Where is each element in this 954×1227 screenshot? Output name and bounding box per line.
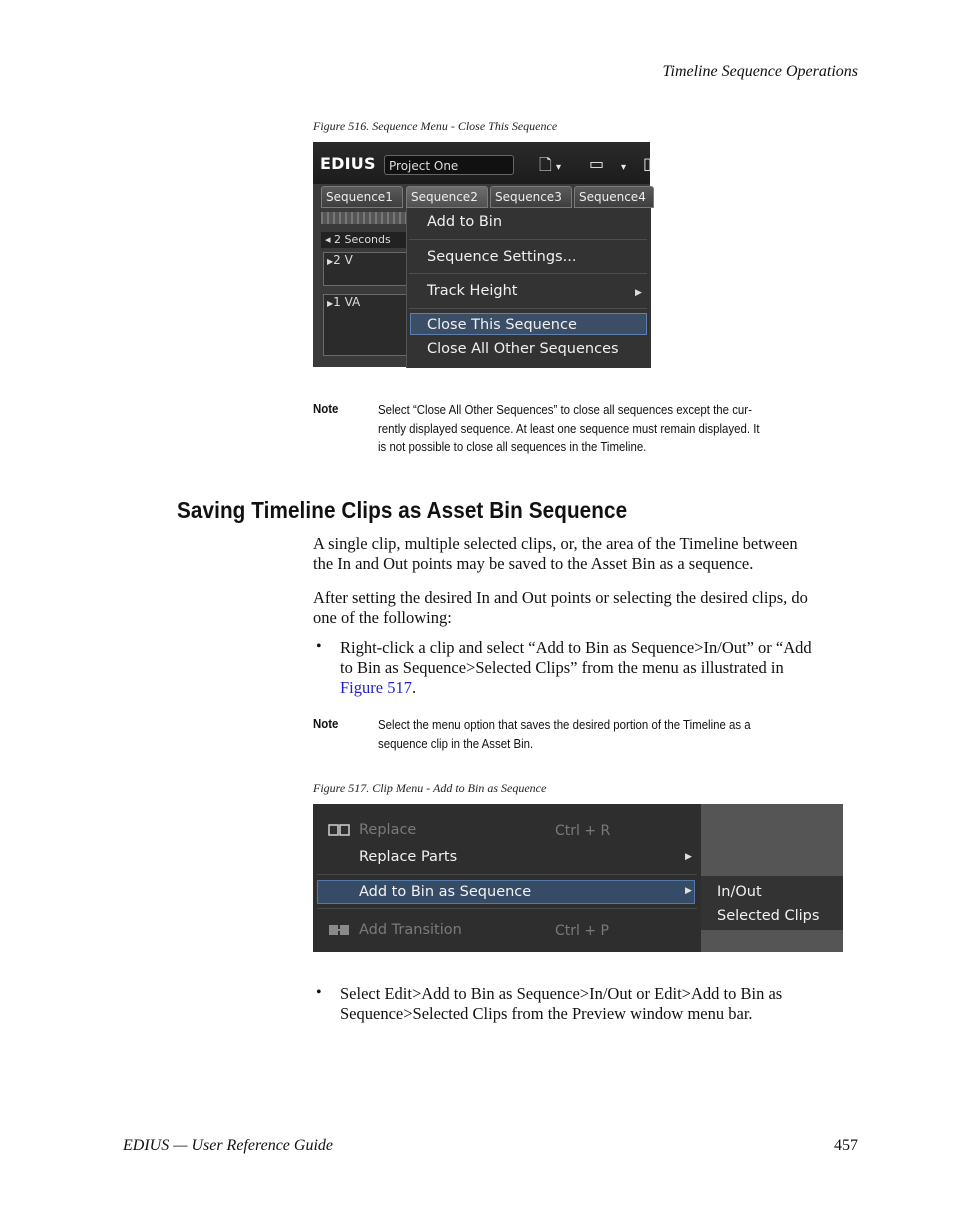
tab-sequence4[interactable]: Sequence4 <box>574 186 654 208</box>
menu-item-replace-parts[interactable]: Replace Parts <box>359 849 458 865</box>
figure-517-screenshot <box>313 804 843 952</box>
bullet-2 <box>340 984 860 1024</box>
track-1va[interactable] <box>323 294 413 356</box>
bullet-line: Sequence>Selected Clips from the Preview window menu bar. <box>340 1004 753 1023</box>
sequence-tabs <box>313 186 650 208</box>
edius-title-bar <box>313 142 650 184</box>
shortcut-add-transition: Ctrl + P <box>555 923 609 939</box>
track-label: 2 V <box>333 253 353 267</box>
menu-item-add-transition[interactable]: Add Transition <box>359 922 462 938</box>
note-label: Note <box>313 716 339 731</box>
bullet-line: Select Edit>Add to Bin as Sequence>In/Out or Edit>Add to Bin as <box>340 984 783 1003</box>
section-heading: Saving Timeline Clips as Asset Bin Sequence <box>177 497 628 523</box>
menu-divider <box>409 239 647 240</box>
figure-516-screenshot <box>313 142 650 367</box>
timescale-selector[interactable] <box>321 232 413 248</box>
sequence-context-menu <box>406 208 651 368</box>
replace-icon <box>328 824 350 836</box>
menu-divider <box>317 908 697 909</box>
new-file-icon[interactable]: 🗋 <box>539 155 552 174</box>
menu-item-track-height[interactable]: Track Height <box>427 283 518 299</box>
bullet-line: Right-click a clip and select “Add to Bin as Sequence>In/Out” or “Add <box>340 638 812 657</box>
submenu-arrow-icon: ▶ <box>685 886 692 896</box>
note-text <box>378 716 818 753</box>
timeline-ruler[interactable] <box>321 212 413 224</box>
project-name-field[interactable]: Project One <box>384 155 514 175</box>
menu-divider <box>409 308 647 309</box>
submenu-item-selected-clips[interactable]: Selected Clips <box>717 908 820 924</box>
tab-sequence1[interactable]: Sequence1 <box>321 186 403 208</box>
submenu-arrow-icon: ▶ <box>685 852 692 862</box>
bullet-icon: • <box>316 638 322 655</box>
page-number: 457 <box>834 1137 858 1154</box>
timescale-label: 2 Seconds <box>334 233 391 246</box>
note-line: sequence clip in the Asset Bin. <box>378 735 534 751</box>
paragraph-line: After setting the desired In and Out points or selecting the desired clips, do <box>313 588 808 607</box>
track-label: 1 VA <box>333 295 361 309</box>
note-label: Note <box>313 401 339 416</box>
menu-divider <box>409 273 647 274</box>
chevron-down-icon[interactable]: ▾ <box>556 162 562 173</box>
track-2v[interactable] <box>323 252 413 286</box>
menu-item-add-to-bin[interactable]: Add to Bin <box>427 214 503 230</box>
paragraph-line: A single clip, multiple selected clips, or, the area of the Timeline between <box>313 534 798 553</box>
triangle-right-icon: ▶ <box>327 299 334 308</box>
submenu <box>701 876 843 930</box>
transition-icon <box>328 924 350 936</box>
paragraph-line: the In and Out points may be saved to the Asset Bin as a sequence. <box>313 554 754 573</box>
edius-logo: EDIUS <box>320 154 376 173</box>
save-icon[interactable]: ▯ <box>643 154 652 173</box>
figure-517-link[interactable]: Figure 517 <box>340 678 412 697</box>
menu-divider <box>317 874 697 875</box>
shortcut-replace: Ctrl + R <box>555 823 611 839</box>
submenu-item-in-out[interactable]: In/Out <box>717 884 762 900</box>
chevron-left-icon: ◂ <box>325 233 331 246</box>
menu-item-replace[interactable]: Replace <box>359 822 417 838</box>
paragraph-1 <box>313 534 859 574</box>
note-line: Select “Close All Other Sequences” to close all sequences except the cur- <box>378 402 752 417</box>
tab-sequence3[interactable]: Sequence3 <box>490 186 572 208</box>
menu-item-sequence-settings[interactable]: Sequence Settings... <box>427 249 577 265</box>
bullet-1 <box>340 638 860 698</box>
note-line: Select the menu option that saves the desired portion of the Timeline as a <box>378 717 751 732</box>
menu-item-close-all-other-sequences[interactable]: Close All Other Sequences <box>427 341 619 357</box>
open-folder-icon[interactable]: ▭ <box>589 154 605 173</box>
figure-517-caption: Figure 517. Clip Menu - Add to Bin as Sequence <box>313 781 547 795</box>
chevron-down-icon[interactable]: ▾ <box>621 162 627 173</box>
paragraph-line: one of the following: <box>313 608 452 627</box>
tab-sequence2[interactable]: Sequence2 <box>406 186 488 208</box>
link-suffix: . <box>411 678 417 697</box>
paragraph-2 <box>313 588 859 628</box>
triangle-right-icon: ▶ <box>327 257 334 266</box>
submenu-arrow-icon: ▶ <box>635 288 642 298</box>
note-text <box>378 401 818 457</box>
note-line: rently displayed sequence. At least one sequence must remain displayed. It <box>378 420 760 436</box>
figure-516-caption: Figure 516. Sequence Menu - Close This Sequence <box>313 119 558 133</box>
bullet-icon: • <box>316 984 322 1001</box>
note-line: is not possible to close all sequences in the Timeline. <box>378 439 647 454</box>
menu-item-close-this-sequence[interactable]: Close This Sequence <box>427 317 577 333</box>
bullet-line: to Bin as Sequence>Selected Clips” from the menu as illustrated in <box>340 658 784 677</box>
footer-title: EDIUS — User Reference Guide <box>123 1137 334 1154</box>
menu-item-add-to-bin-as-sequence[interactable]: Add to Bin as Sequence <box>359 884 532 900</box>
running-head: Timeline Sequence Operations <box>662 63 858 80</box>
